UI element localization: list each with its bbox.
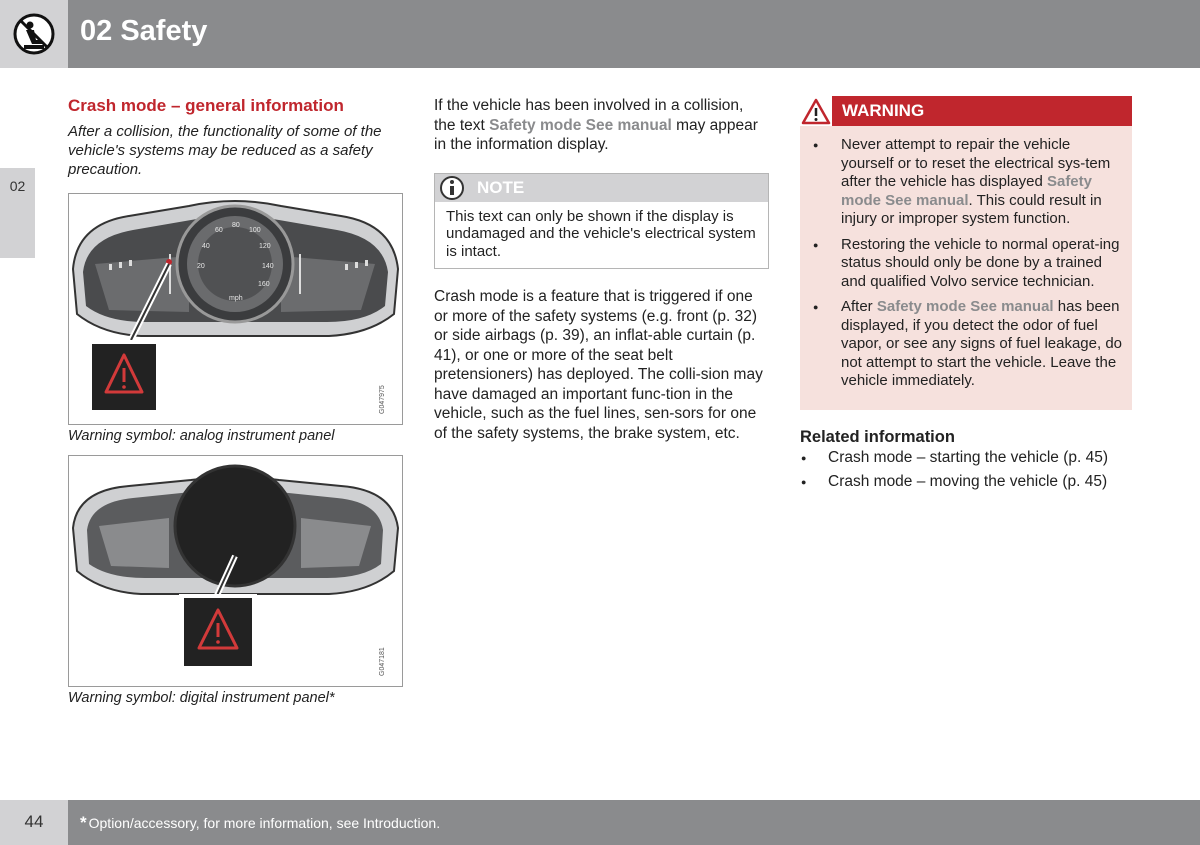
svg-text:140: 140 xyxy=(262,263,274,270)
svg-text:40: 40 xyxy=(202,243,210,250)
page-number: 44 xyxy=(24,812,44,831)
svg-text:120: 120 xyxy=(259,243,271,250)
figure-code: G047181 xyxy=(379,647,386,676)
chapter-tab xyxy=(0,168,35,258)
list-item: ● After Safety mode See manual has been displayed, if you detect the odor of fuel vapor, or see any signs of fuel leakage, do not attempt to start the vehicle. Leave the vehicle immediately. xyxy=(800,298,1122,391)
note-text: This text can only be shown if the display is undamaged and the vehicle's electrical system is intact. xyxy=(446,207,756,260)
figure-code: G047975 xyxy=(379,385,386,414)
page-title: 02 Safety xyxy=(80,15,208,47)
note-box xyxy=(434,173,769,270)
figure-caption-digital: Warning symbol: digital instrument panel* xyxy=(68,690,335,706)
figure-digital-panel xyxy=(68,455,403,687)
svg-text:160: 160 xyxy=(258,281,270,288)
svg-text:mph: mph xyxy=(229,295,243,302)
related-info-heading: Related information xyxy=(800,427,955,446)
footer-bar xyxy=(68,800,1200,845)
header-icon-box xyxy=(0,0,68,68)
footer-note: * Option/accessory, for more information, see Introduction. xyxy=(80,813,441,832)
note-header xyxy=(435,174,768,202)
svg-text:20: 20 xyxy=(197,263,205,270)
note-label: NOTE xyxy=(477,177,525,197)
intro-text: After a collision, the functionality of some of the vehicle's systems may be reduced as a safety precaution. xyxy=(68,123,382,178)
display-message-text: Safety mode See manual xyxy=(489,116,672,134)
list-item: ● Never attempt to repair the vehicle yourself or to reset the electrical sys-tem after the vehicle has displayed Safety mode See manual. This could result in injury or improper system function. xyxy=(800,136,1122,229)
list-item: ● Restoring the vehicle to normal operat-ing status should only be done by a trained and qualified Volvo service technician. xyxy=(800,236,1122,292)
column-2 xyxy=(434,96,769,443)
warning-header xyxy=(800,96,1132,126)
chapter-tab-label: 02 xyxy=(9,178,26,194)
figure-analog-panel xyxy=(68,193,403,425)
page-number-box xyxy=(0,800,68,845)
warning-label: WARNING xyxy=(842,101,925,120)
paragraph-crash-mode: Crash mode is a feature that is triggered if one or more of the safety systems (e.g. front (p. 32) or side airbags (p. 39), an inflat-able curtain (p. 41), or one or more of the seat belt pretensioners) has deployed. The colli-sion may have damaged an important func-tion in the vehicle, such as the fuel lines, sen-sors for one of the safety systems, the brake system, etc. xyxy=(434,288,763,442)
figure-caption-analog: Warning symbol: analog instrument panel xyxy=(68,428,335,444)
warning-triangle-icon xyxy=(800,96,832,126)
warning-list xyxy=(800,126,1132,391)
svg-text:100: 100 xyxy=(249,227,261,234)
column-3 xyxy=(800,96,1132,498)
section-heading: Crash mode – general information xyxy=(68,96,344,115)
paragraph-collision: If the vehicle has been involved in a collision, the text Safety mode See manual may appear in the information display. xyxy=(434,97,758,153)
svg-text:80: 80 xyxy=(232,222,240,229)
column-1 xyxy=(68,96,403,179)
related-link[interactable]: ● Crash mode – moving the vehicle (p. 45) xyxy=(800,473,1132,492)
analog-instrument-panel-illustration xyxy=(69,194,402,424)
warning-box xyxy=(800,96,1132,410)
svg-text:60: 60 xyxy=(215,227,223,234)
related-info-list xyxy=(800,449,1132,492)
page-header xyxy=(0,0,1200,68)
seatbelt-occupant-icon xyxy=(0,0,68,68)
related-link[interactable]: ● Crash mode – starting the vehicle (p. 45) xyxy=(800,449,1132,468)
info-icon xyxy=(438,174,466,202)
digital-instrument-panel-illustration xyxy=(69,456,402,686)
